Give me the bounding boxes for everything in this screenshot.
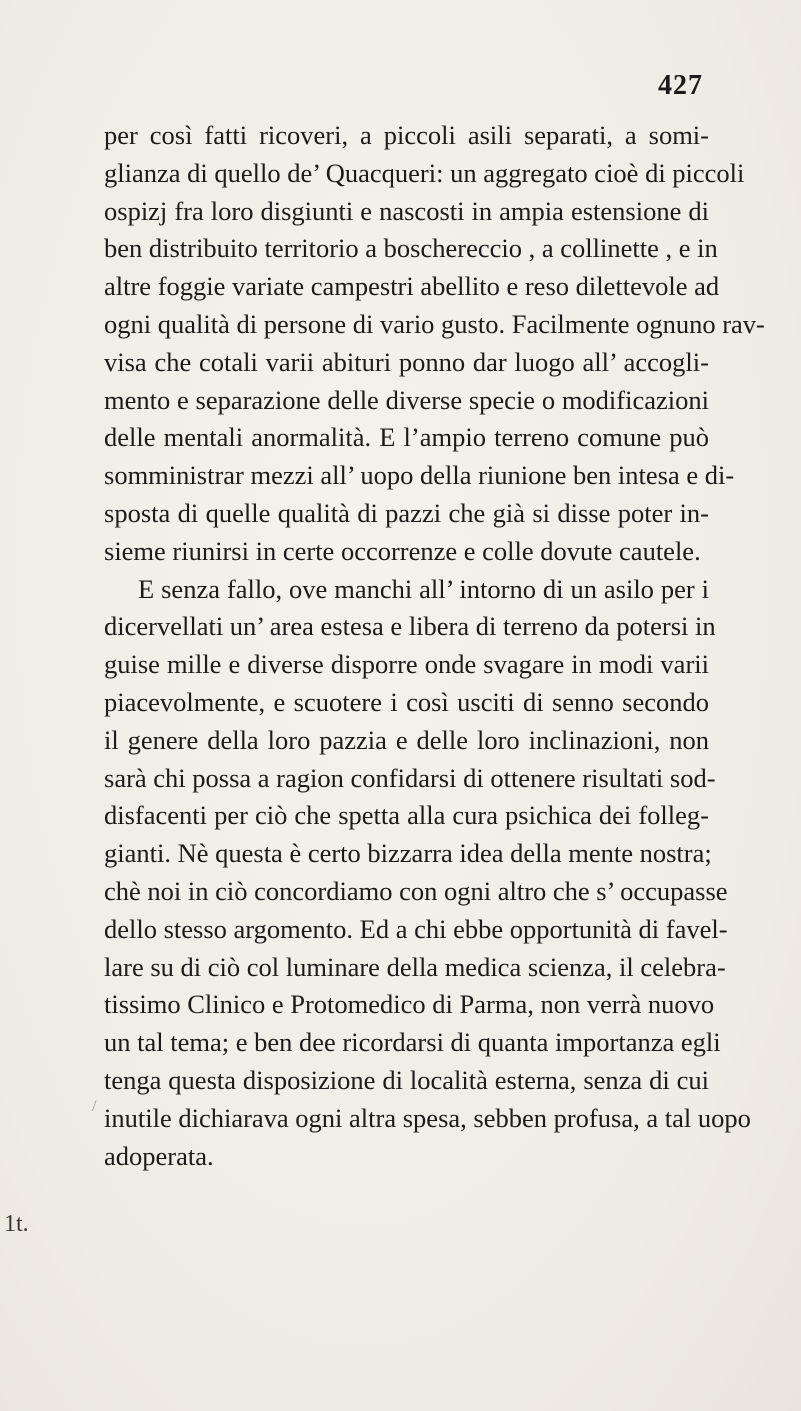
text-line: sposta di quelle qualità di pazzi che già si disse poter in- <box>104 497 709 528</box>
text-line: tissimo Clinico e Protomedico di Parma, non verrà nuovo <box>104 989 715 1020</box>
text-line: sarà chi possa a ragion confidarsi di ottenere risultati sod- <box>104 762 716 793</box>
text-line: il genere della loro pazzia e delle loro inclinazioni, non <box>104 724 709 755</box>
text-line: piacevolmente, e scuotere i così usciti di senno secondo <box>104 686 709 717</box>
text-line: dello stesso argomento. Ed a chi ebbe opportunità di favel- <box>104 913 728 944</box>
text-line: disfacenti per ciò che spetta alla cura psichica dei folleg- <box>104 800 709 831</box>
text-line: gianti. Nè questa è certo bizzarra idea della mente nostra; <box>104 838 712 869</box>
text-line: ogni qualità di persone di vario gusto. Facilmente ognuno rav- <box>104 308 765 339</box>
text-line: lare su di ciò col luminare della medica scienza, il celebra- <box>104 951 726 982</box>
text-line: dicervellati un’ area estesa e libera di terreno da potersi in <box>104 611 716 642</box>
text-line: adoperata. <box>104 1140 214 1171</box>
text-line: altre foggie variate campestri abellito e reso dilettevole ad <box>104 271 720 302</box>
text-line: un tal tema; e ben dee ricordarsi di quanta importanza egli <box>104 1027 721 1058</box>
corner-mark: 1t. <box>4 1211 29 1237</box>
text-line: glianza di quello de’ Quacqueri: un aggregato cioè di piccoli <box>104 157 745 188</box>
text-line: guise mille e diverse disporre onde svagare in modi varii <box>104 649 709 680</box>
text-line: chè noi in ciò concordiamo con ogni altro che s’ occupasse <box>104 875 728 906</box>
text-line: mento e separazione delle diverse specie o modificazioni <box>104 384 709 415</box>
text-line: visa che cotali varii abituri ponno dar luogo all’ accogli- <box>104 346 709 377</box>
page-number: 427 <box>658 70 703 101</box>
text-line: delle mentali anormalità. E l’ampio terreno comune può <box>104 422 709 453</box>
text-line: ben distribuito territorio a boschereccio , a collinette , e in <box>104 233 718 264</box>
text-line: inutile dichiarava ogni altra spesa, sebben profusa, a tal uopo <box>104 1102 751 1133</box>
margin-mark: / <box>92 1098 97 1115</box>
paragraph-start-line: E senza fallo, ove manchi all’ intorno di un asilo per i <box>138 573 709 604</box>
text-line: sieme riunirsi in certe occorrenze e colle dovute cautele. <box>104 535 701 566</box>
text-line: per così fatti ricoveri, a piccoli asili separati, a somi- <box>104 120 709 150</box>
text-line: tenga questa disposizione di località esterna, senza di cui <box>104 1064 709 1095</box>
text-line: somministrar mezzi all’ uopo della riunione ben intesa e di- <box>104 460 735 491</box>
text-line: ospizj fra loro disgiunti e nascosti in ampia estensione di <box>104 195 709 226</box>
body-text <box>104 117 765 1175</box>
